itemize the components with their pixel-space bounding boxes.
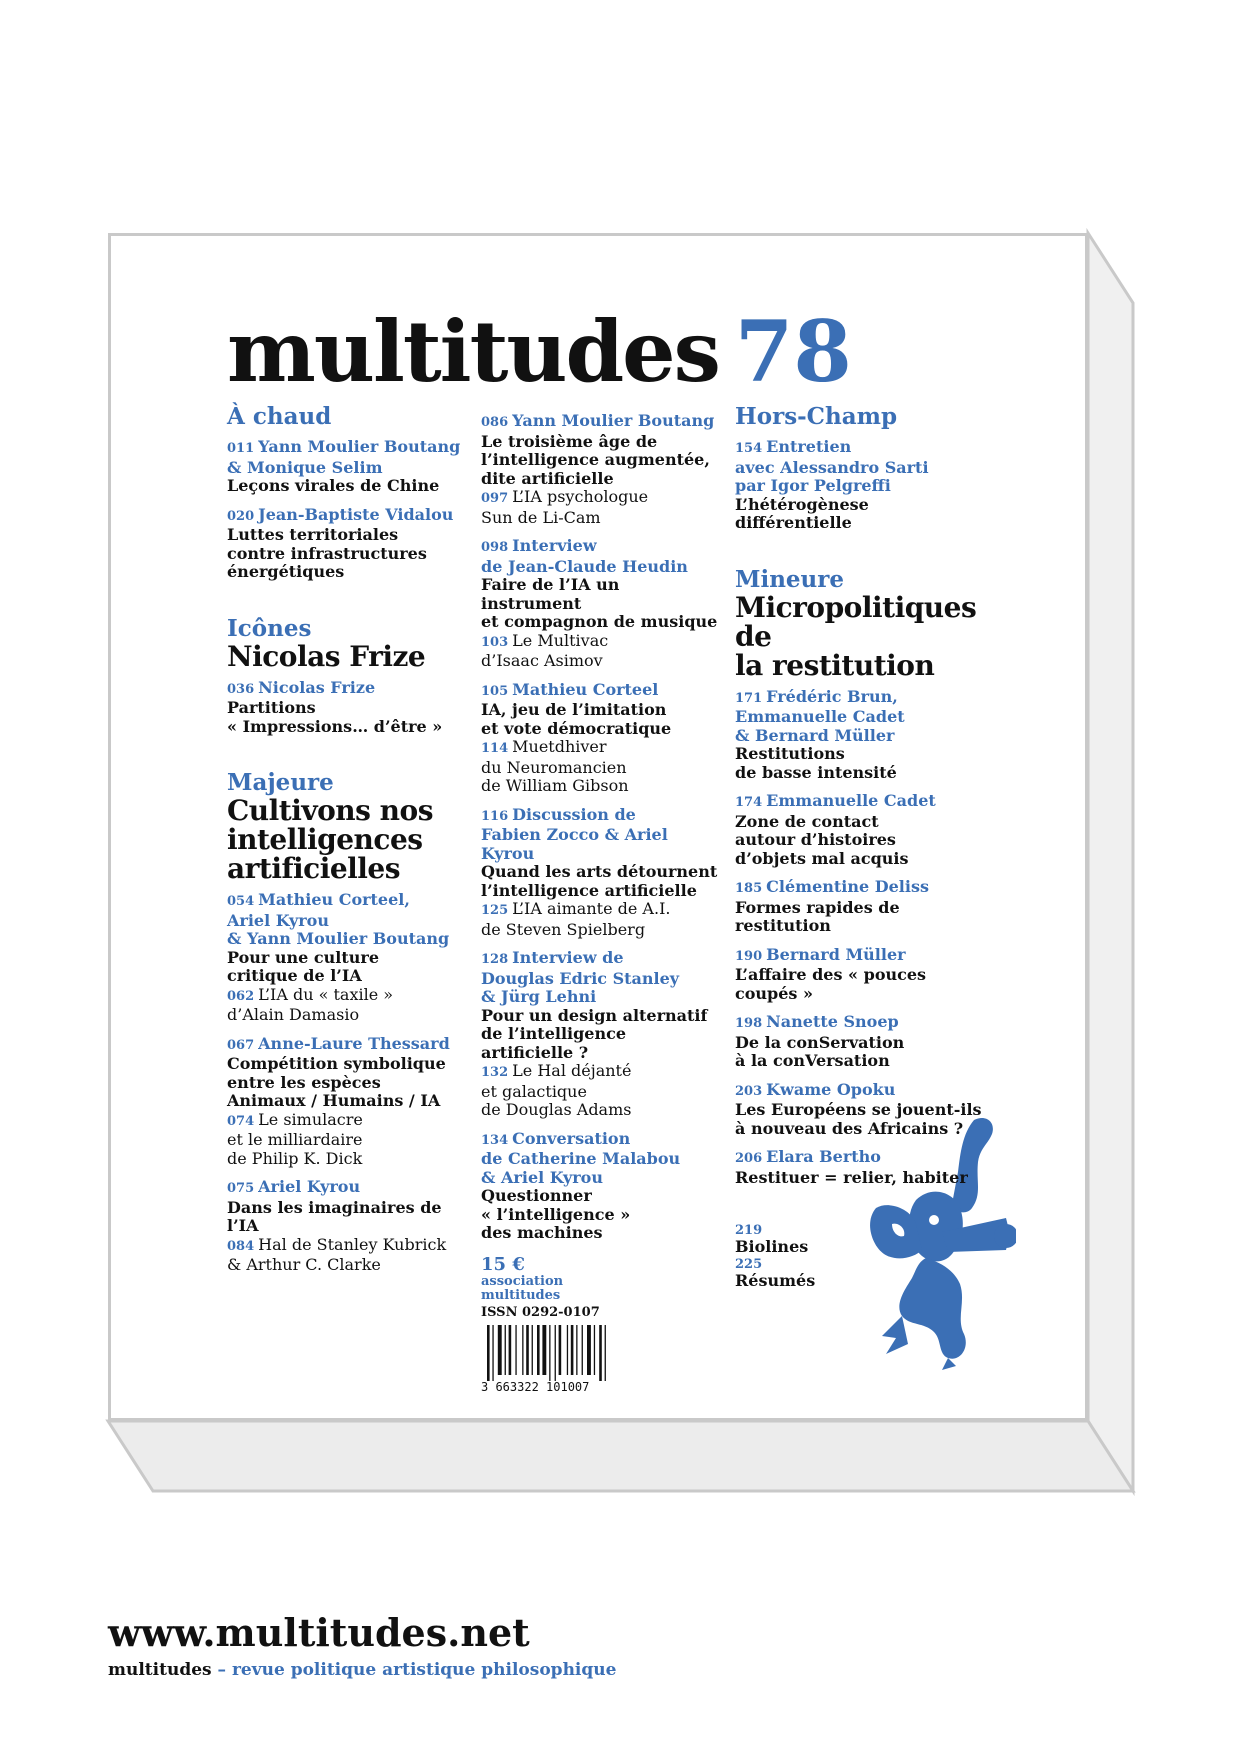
toc-entry (735, 878, 985, 936)
entry-title: Luttes territoriales contre infrastructures énergétiques (227, 525, 427, 581)
entry-title: Partitions « Impressions… d’être » (227, 698, 443, 736)
entry-sub-item: 125 L’IA aimante de A.I. de Steven Spielberg (481, 899, 671, 939)
barcode-bar (492, 1325, 493, 1381)
toc-section (735, 567, 985, 1188)
page-number: 225 (735, 1256, 763, 1272)
page-number: 020 (227, 508, 255, 524)
page-number: 054 (227, 894, 255, 909)
toc-entry (481, 806, 721, 940)
toc-section (735, 404, 985, 533)
toc-entry (227, 506, 467, 582)
section-theme: Nicolas Frize (227, 639, 426, 673)
entry-title: Formes rapides de restitution (735, 897, 900, 935)
barcode-bar (522, 1325, 523, 1375)
entry-title: L’affaire des « pouces coupés » (735, 965, 927, 1003)
book-side-face (1088, 233, 1133, 1491)
barcode-bar (582, 1325, 583, 1375)
toc-entry (735, 1148, 985, 1187)
entry-author: 171 Frédéric Brun, Emmanuelle Cadet & Bernard Müller (735, 686, 905, 745)
entry-title: Quand les arts détournent l’intelligence artificielle (481, 862, 718, 900)
section-label: Majeure (227, 769, 334, 796)
back-cover (108, 233, 1088, 1421)
page-number: 190 (735, 948, 763, 964)
barcode-bar (515, 1325, 516, 1375)
entry-title: Le troisième âge de l’intelligence augmentée, dite artificielle (481, 431, 710, 488)
entry-sub-item: 084 Hal de Stanley Kubrick & Arthur C. Clarke (227, 1234, 447, 1274)
page-number: 154 (735, 441, 763, 456)
entry-author: 011 Yann Moulier Boutang & Monique Selim (227, 437, 461, 477)
page-number: 206 (735, 1151, 763, 1166)
entry-title: Restituer = relier, habiter (735, 1167, 968, 1187)
section-label: À chaud (227, 403, 332, 430)
entry-author: 198 Nanette Snoep (735, 1012, 899, 1031)
page-number: 125 (481, 903, 509, 918)
barcode-bar (532, 1325, 533, 1375)
footer-description: – revue politique artistique philosophique (211, 1660, 617, 1680)
barcode-bar (537, 1325, 540, 1375)
entry-author: 105 Mathieu Corteel (481, 679, 659, 699)
barcode-bar (549, 1325, 550, 1381)
masthead (227, 302, 852, 401)
barcode-bar (571, 1325, 574, 1375)
footer-tagline (108, 1660, 616, 1680)
section-theme: Cultivons nos intelligences artificielles (227, 794, 433, 885)
publisher-name: association multitudes (481, 1273, 564, 1303)
entry-title: L’hétérogènese différentielle (735, 494, 869, 532)
toc-section (227, 770, 467, 1275)
entry-author: 086 Yann Moulier Boutang (481, 411, 715, 430)
barcode-bar (505, 1325, 506, 1375)
page-number: 067 (227, 1037, 255, 1053)
page-number: 116 (481, 808, 509, 824)
entry-author: 134 Conversation de Catherine Malabou & Ariel Kyrou (481, 1128, 681, 1187)
barcode-bar (599, 1325, 602, 1381)
section-label: Hors-Champ (735, 403, 898, 430)
entry-title: Pour un design alternatif de l’intelligence artificielle ? (481, 1005, 708, 1062)
toc-entry (735, 438, 985, 533)
entry-title: Compétition symbolique entre les espèces Animaux / Humains / IA (227, 1054, 446, 1110)
entry-author: 206 Elara Bertho (735, 1147, 881, 1166)
toc-entry (227, 438, 467, 496)
entry-author: 174 Emmanuelle Cadet (735, 791, 936, 810)
toc-section (227, 616, 467, 737)
toc-entry (735, 688, 985, 783)
page-number: 132 (481, 1065, 509, 1080)
entry-title: IA, jeu de l’imitation et vote démocratique (481, 700, 672, 738)
barcode-bar (559, 1325, 562, 1375)
page-number: 134 (481, 1132, 509, 1148)
toc-entry (481, 949, 721, 1120)
website-url[interactable]: www.multitudes.net (108, 1610, 530, 1655)
barcode-bar (594, 1325, 595, 1375)
page-number: 084 (227, 1238, 255, 1254)
price: 15 € (481, 1253, 525, 1275)
page-number: 075 (227, 1181, 255, 1196)
toc-entry (481, 537, 721, 671)
page-number: 097 (481, 491, 509, 506)
entry-author: 190 Bernard Müller (735, 944, 906, 964)
barcode-bar (509, 1325, 512, 1375)
toc-entry (227, 679, 467, 737)
page-number: 114 (481, 741, 509, 756)
barcode-bar (587, 1325, 591, 1375)
toc-entry (735, 1013, 985, 1071)
toc-entry (227, 1035, 467, 1169)
toc-column-3 (735, 404, 985, 1302)
entry-author: 036 Nicolas Frize (227, 677, 376, 697)
entry-author: 203 Kwame Opoku (735, 1079, 896, 1099)
entry-author: 128 Interview de Douglas Edric Stanley & Jürg Lehni (481, 948, 680, 1006)
entry-author: 075 Ariel Kyrou (227, 1177, 361, 1196)
entry-author: 020 Jean-Baptiste Vidalou (227, 504, 454, 524)
page-number: 036 (227, 681, 255, 697)
barcode-bar (498, 1325, 502, 1375)
barcode-bar (555, 1325, 556, 1381)
toc-section (481, 412, 721, 1243)
section-theme: Micropolitiques de la restitution (735, 590, 977, 682)
toc-entry (481, 1130, 721, 1243)
toc-entry (735, 946, 985, 1004)
entry-author: 154 Entretien avec Alessandro Sarti par Igor Pelgreffi (735, 437, 929, 495)
toc-column-2 (481, 404, 721, 1395)
entry-sub-item: 097 L’IA psychologue Sun de Li-Cam (481, 487, 649, 527)
barcode-digits: 3 663322 101007 (481, 1379, 590, 1394)
page-number: 074 (227, 1113, 255, 1129)
toc-section (227, 404, 467, 582)
page-number: 062 (227, 988, 255, 1004)
barcode (481, 1325, 631, 1395)
page-number: 128 (481, 952, 509, 967)
entry-title: Zone de contact autour d’histoires d’objets mal acquis (735, 811, 909, 868)
entry-title: Leçons virales de Chine (227, 476, 440, 495)
toc-entry (481, 412, 721, 527)
page-number: 185 (735, 881, 763, 896)
entry-title: Les Européens se jouent-ils à nouveau des Africains ? (735, 1100, 982, 1138)
issn-number: ISSN 0292-0107 (481, 1304, 600, 1320)
toc-entry (481, 681, 721, 796)
page-number: 198 (735, 1016, 763, 1031)
entry-author: 185 Clémentine Deliss (735, 877, 929, 896)
entry-sub-item: 132 Le Hal déjanté et galactique de Douglas Adams (481, 1061, 632, 1119)
page-number: 171 (735, 690, 763, 706)
section-label: Mineure (735, 565, 845, 593)
page-number: 203 (735, 1083, 763, 1099)
page-number: 098 (481, 540, 509, 555)
entry-title: Dans les imaginaires de l’IA (227, 1197, 442, 1235)
page-number: 219 (735, 1223, 763, 1238)
page-number: 086 (481, 415, 509, 430)
barcode-bar (542, 1325, 546, 1375)
back-matter-title: Biolines (735, 1237, 809, 1256)
footer-brand: multitudes (108, 1660, 212, 1680)
entry-title: De la conServation à la conVersation (735, 1032, 905, 1070)
entry-sub-item: 103 Le Multivac d’Isaac Asimov (481, 630, 609, 670)
page-number: 011 (227, 441, 255, 456)
section-label: Icônes (227, 614, 312, 642)
entry-author: 067 Anne-Laure Thessard (227, 1033, 450, 1053)
entry-sub-item: 114 Muetdhiver du Neuromancien de William Gibson (481, 737, 629, 795)
entry-sub-item: 062 L’IA du « taxile » d’Alain Damasio (227, 984, 394, 1024)
barcode-bar (576, 1325, 577, 1375)
toc-entry (227, 891, 467, 1025)
entry-sub-item: 074 Le simulacre et le milliardaire de Philip K. Dick (227, 1109, 363, 1168)
page-number: 174 (735, 795, 763, 810)
entry-title: Pour une culture critique de l’IA (227, 947, 380, 985)
barcode-bar (605, 1325, 606, 1381)
toc-entry (227, 1178, 467, 1275)
entry-author: 116 Discussion de Fabien Zocco & Ariel Kyrou (481, 804, 668, 863)
page-number: 105 (481, 683, 509, 699)
entry-title: Faire de l’IA un instrument et compagnon de musique (481, 575, 718, 631)
barcode-bar (487, 1325, 490, 1381)
page-number: 103 (481, 634, 509, 650)
barcode-bar (526, 1325, 529, 1375)
entry-title: Restitutions de basse intensité (735, 744, 897, 782)
issue-number: 78 (734, 302, 852, 401)
entry-title: Questionner « l’intelligence » des machines (481, 1186, 631, 1242)
book-bottom-face (108, 1421, 1133, 1491)
barcode-bar (567, 1325, 568, 1375)
back-matter-title: Résumés (735, 1270, 816, 1290)
entry-author: 054 Mathieu Corteel, Ariel Kyrou & Yann Moulier Boutang (227, 890, 450, 948)
toc-entry (735, 792, 985, 868)
toc-column-1 (227, 404, 467, 1287)
magazine-name: multitudes (227, 302, 719, 401)
entry-author: 098 Interview de Jean-Claude Heudin (481, 536, 688, 576)
